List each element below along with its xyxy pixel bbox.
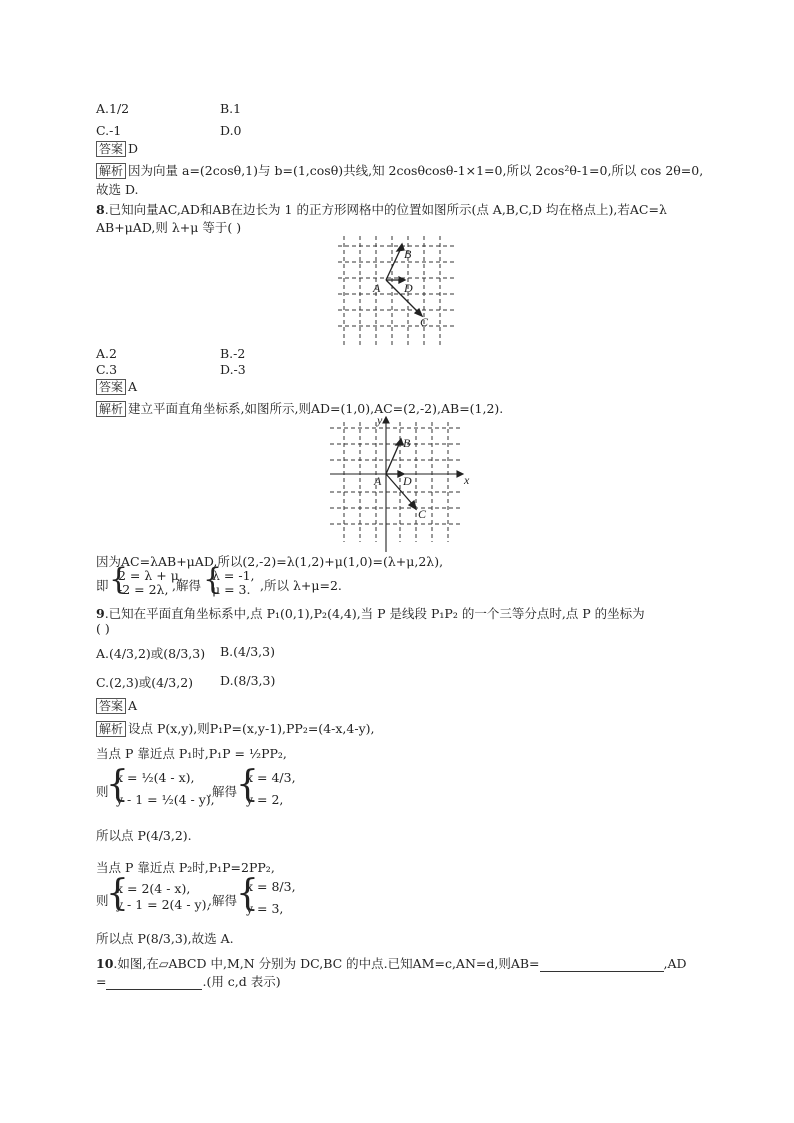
q8-grid-figure: [338, 236, 458, 346]
blank-ab[interactable]: [540, 957, 664, 972]
point-b-label: B: [403, 436, 411, 450]
q9-stem-line2: ( ): [96, 621, 110, 636]
q8-stem-line1: 8.已知向量AC,AD和AB在边长为 1 的正方形网格中的位置如图所示(点 A,B,C,D 均在格点上),若AC=λ: [96, 202, 667, 217]
q10-stem-line1: 10.如图,在▱ABCD 中,M,N 分别为 DC,BC 的中点.已知AM=c,AN=d,则AB= ,AD: [96, 956, 687, 971]
q8-answer: A: [128, 379, 138, 394]
q8-option-d: D.-3: [220, 362, 246, 377]
q8-option-b: B.-2: [220, 346, 246, 361]
q8-coordinate-figure: [330, 414, 470, 552]
q9-option-c: C.(2,3)或(4/3,2): [96, 675, 194, 690]
point-c-label: C: [418, 507, 427, 521]
point-c-label: C: [420, 315, 429, 329]
answer-tag: 答案: [96, 379, 126, 395]
question-number: 10: [96, 956, 114, 971]
explanation-tag: 解析: [96, 721, 126, 737]
q7-option-c: C.-1: [96, 123, 122, 138]
q8-explanation-line2: 因为AC=λAB+μAD,所以(2,-2)=λ(1,2)+μ(1,0)=(λ+μ,2λ),: [96, 554, 444, 569]
q9-case2-result: 所以点 P(8/3,3),故选 A.: [96, 931, 234, 946]
point-b-label: B: [404, 247, 412, 261]
q7-option-d: D.0: [220, 123, 242, 138]
question-number: 9: [96, 606, 105, 621]
explanation-tag: 解析: [96, 163, 126, 179]
q7-answer: D: [128, 141, 139, 156]
blank-ad[interactable]: [106, 975, 202, 990]
q7-option-b: B.1: [220, 101, 242, 116]
q9-explanation-line1: 解析 设点 P(x,y),则P₁P=(x,y-1),PP₂=(4-x,4-y),: [96, 719, 374, 737]
q9-case1-result: 所以点 P(4/3,2).: [96, 828, 192, 843]
answer-tag: 答案: [96, 141, 126, 157]
q8-stem-line2: AB+μAD,则 λ+μ 等于( ): [96, 220, 242, 235]
answer-tag: 答案: [96, 698, 126, 714]
x-axis-label: x: [464, 473, 470, 487]
q9-answer-row: [96, 698, 137, 714]
q7-option-a: A.1/2: [96, 101, 130, 116]
point-d-label: D: [403, 474, 412, 488]
q8-option-a: A.2: [96, 346, 117, 361]
q9-stem-line1: 9.已知在平面直角坐标系中,点 P₁(0,1),P₂(4,4),当 P 是线段 P₁P₂ 的一个三等分点时,点 P 的坐标为: [96, 606, 645, 621]
y-axis-label: y: [377, 413, 383, 427]
q7-explanation-line1: 解析 因为向量 a=(2cosθ,1)与 b=(1,cosθ)共线,知 2cosθcosθ-1×1=0,所以 2cos²θ-1=0,所以 cos 2θ=0,: [96, 161, 703, 179]
question-number: 8: [96, 202, 105, 217]
explanation-tag: 解析: [96, 401, 126, 417]
q9-option-a: A.(4/3,2)或(8/3,3): [96, 646, 206, 661]
q8-explanation-line1: 解析 建立平面直角坐标系,如图所示,则AD=(1,0),AC=(2,-2),AB=(1,2).: [96, 399, 503, 417]
q9-case1: 当点 P 靠近点 P₁时,P₁P = ½PP₂,: [96, 746, 287, 761]
q9-case2: 当点 P 靠近点 P₂时,P₁P=2PP₂,: [96, 860, 275, 875]
q7-explanation-line2: 故选 D.: [96, 182, 139, 197]
q9-answer: A: [128, 698, 138, 713]
q7-answer-row: [96, 141, 138, 157]
point-a-label: A: [374, 474, 382, 488]
q9-option-d: D.(8/3,3): [220, 673, 276, 688]
point-d-label: D: [404, 281, 413, 295]
q8-option-c: C.3: [96, 362, 118, 377]
point-a-label: A: [373, 281, 381, 295]
q10-stem-line2: = .(用 c,d 表示): [96, 974, 281, 989]
q8-answer-row: [96, 379, 137, 395]
q9-option-b: B.(4/3,3): [220, 644, 275, 659]
